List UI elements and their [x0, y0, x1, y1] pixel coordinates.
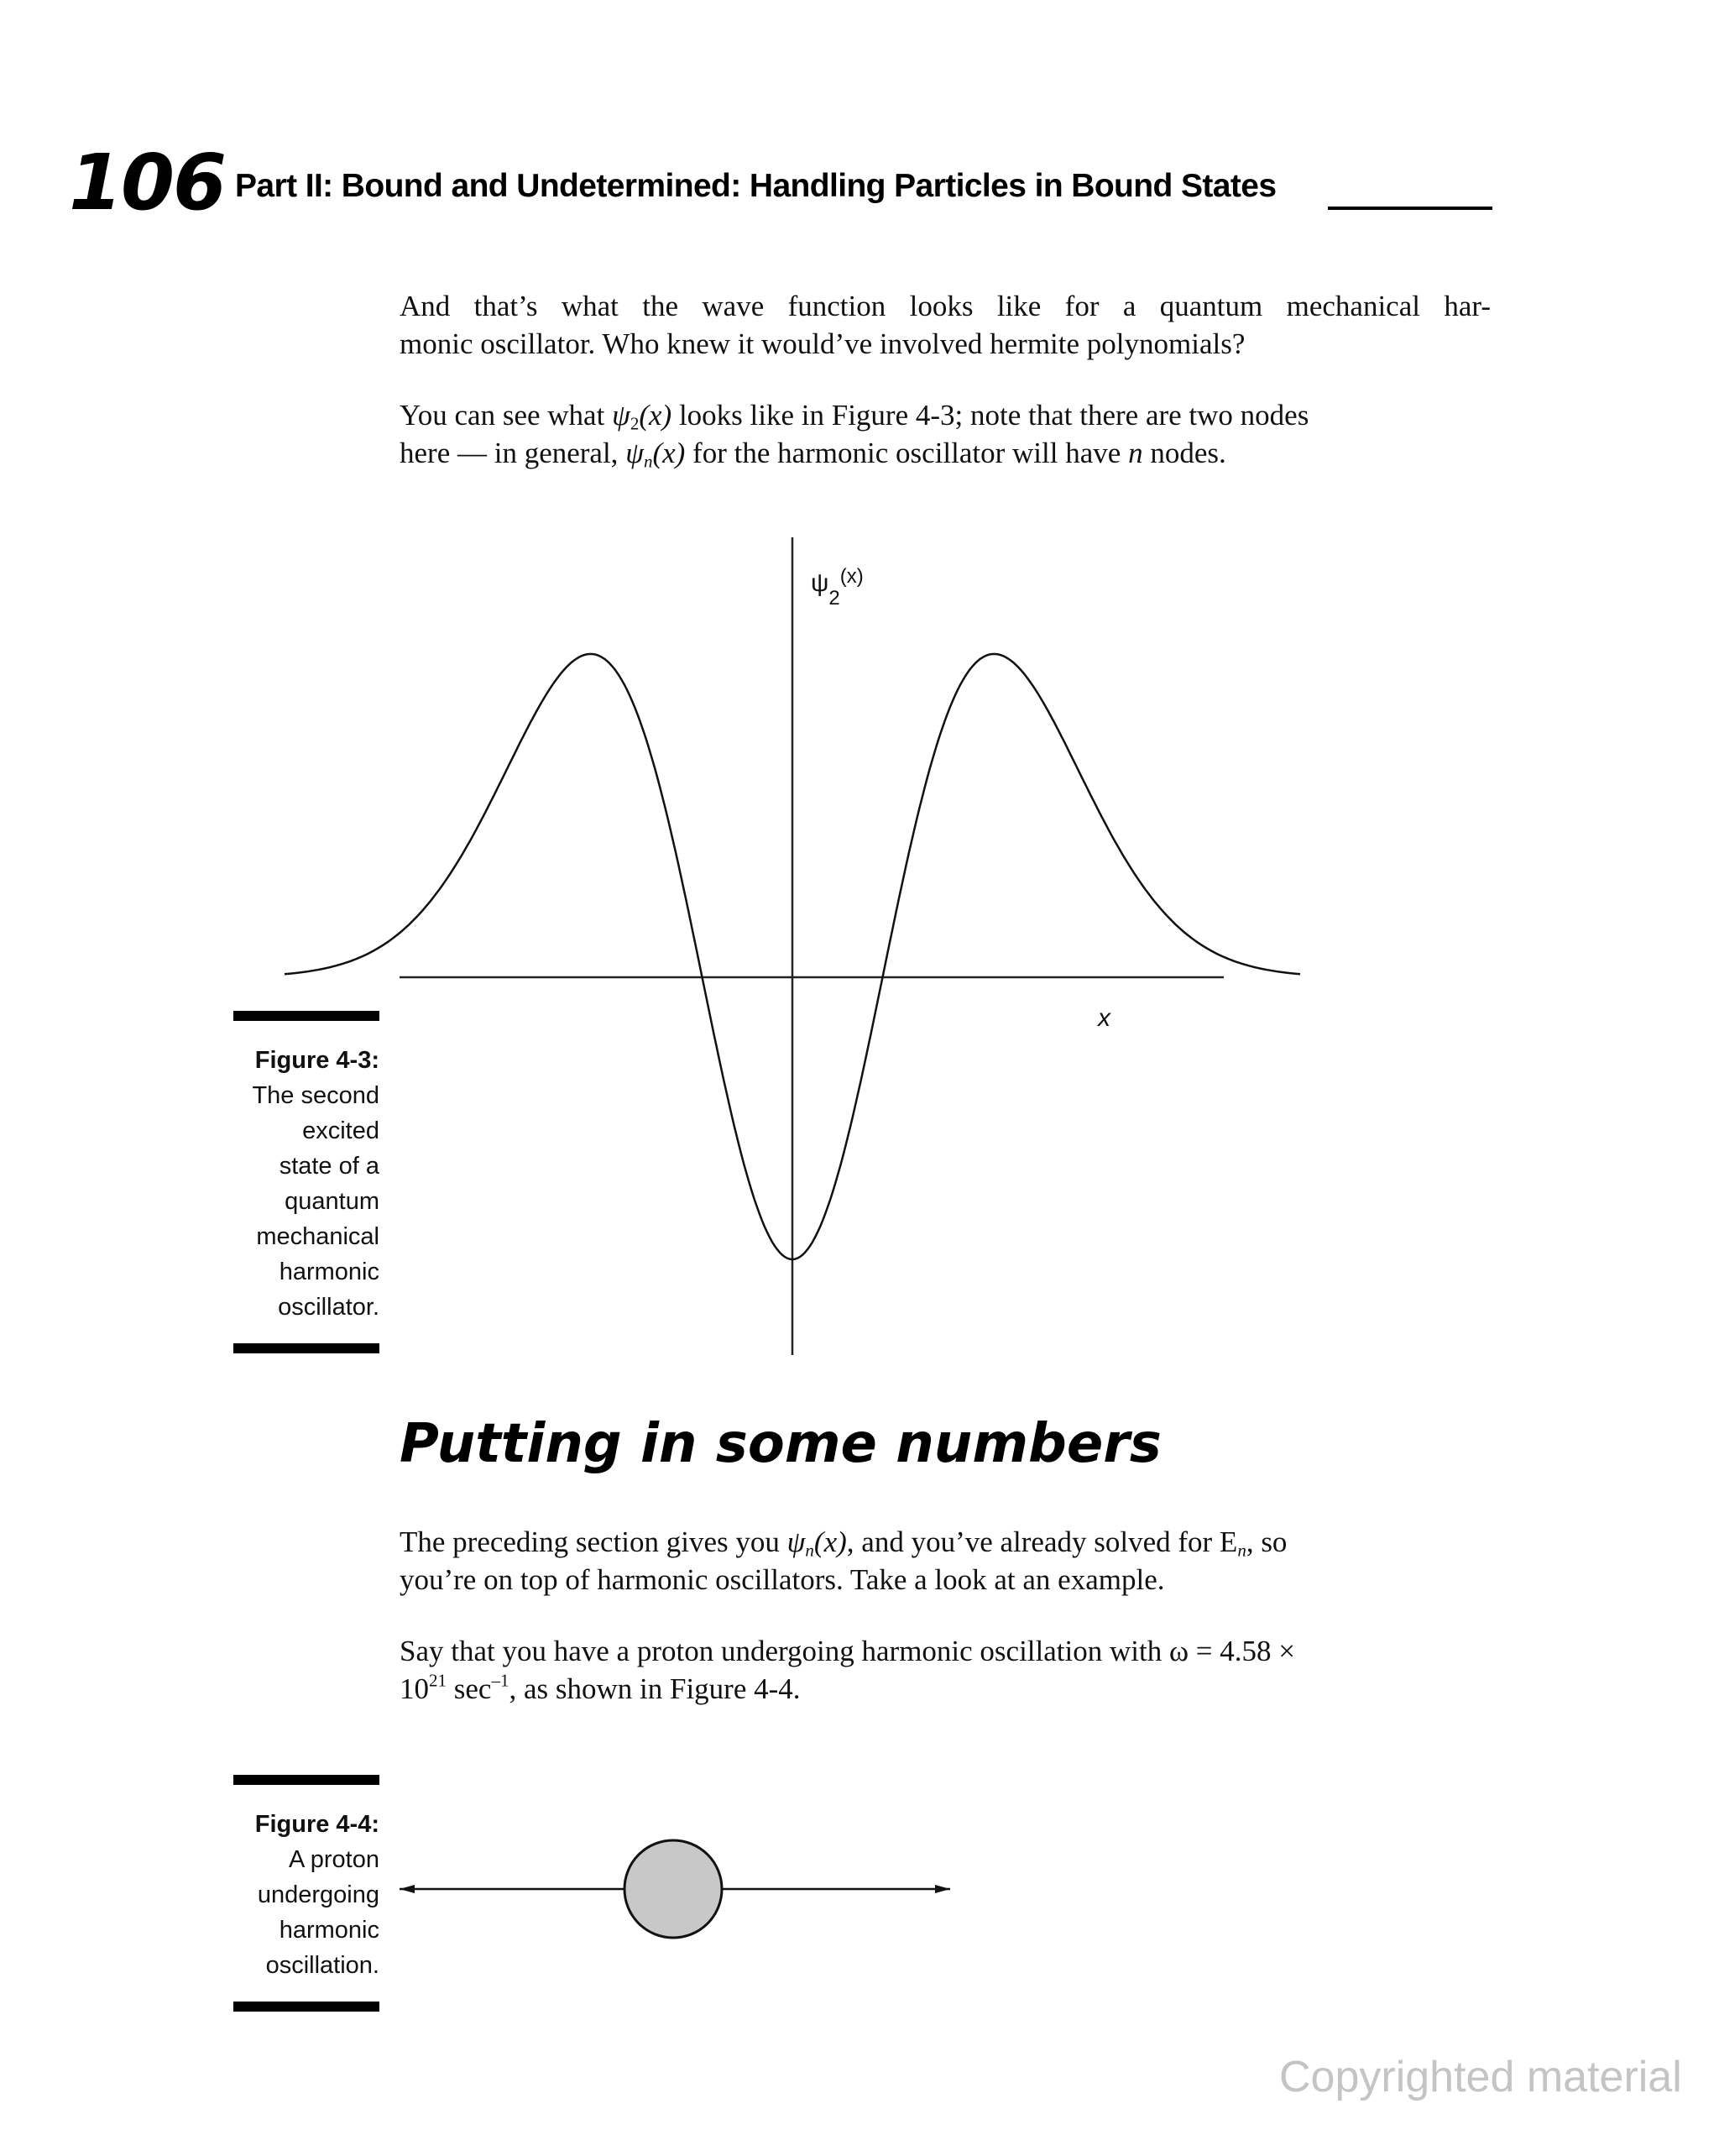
caption-line: A proton	[288, 1846, 379, 1873]
psi-symbol: ψ	[612, 399, 630, 432]
caption-line: The second	[252, 1082, 379, 1109]
figure-4-3-top-rule	[233, 1011, 379, 1021]
copyright-watermark: Copyrighted material	[1279, 2053, 1682, 2101]
caption-line: undergoing	[257, 1881, 379, 1908]
figure-4-4-top-rule	[233, 1775, 379, 1785]
paragraph-2-line-1: You can see what $\psi_2(x)$ looks like in Figure 4-3; note that there are two nodes	[400, 399, 1309, 434]
psi-symbol: ψ	[625, 437, 644, 469]
figure-4-3-caption	[186, 1043, 379, 1325]
caption-line: mechanical	[256, 1223, 379, 1250]
caption-line: harmonic	[279, 1259, 379, 1285]
caption-line: harmonic	[279, 1917, 379, 1944]
figure-4-4-bottom-rule	[233, 2002, 379, 2012]
caption-line: oscillation.	[265, 1952, 379, 1979]
paragraph-4	[400, 1632, 1491, 1708]
proton-circle	[624, 1840, 722, 1938]
caption-line: quantum	[285, 1188, 379, 1215]
paragraph-3-line-2: you’re on top of harmonic oscillators. Take a look at an example.	[400, 1563, 1165, 1596]
paragraph-4-line-2: $10^{21}$ $\sec^{-1}$, as shown in Figure 4-4.	[400, 1670, 801, 1705]
figure-4-3-bottom-rule	[233, 1343, 379, 1353]
running-head: Part II: Bound and Undetermined: Handling Particles in Bound States	[235, 168, 1277, 204]
x-axis-label: x	[1098, 1004, 1110, 1032]
page-number: 106	[69, 138, 226, 228]
caption-line: excited	[302, 1117, 379, 1144]
figure-4-4-caption	[186, 1807, 379, 1983]
paragraph-2-line-2: here — in general, $\psi_n(x)$ for the harmonic oscillator will have n nodes.	[400, 437, 1226, 472]
psi-symbol: ψ	[786, 1525, 806, 1558]
section-heading: Putting in some numbers	[400, 1413, 1162, 1475]
paragraph-3-line-1: The preceding section gives you $\psi_n(x)$, and you’ve already solved for $E_n$, so	[400, 1525, 1288, 1561]
paragraph-1-line-1: And that’s what the wave function looks like for a quantum mechanical har-	[400, 290, 1491, 322]
paragraph-4-line-1: Say that you have a proton undergoing harmonic oscillation with ω = 4.58 ×	[400, 1635, 1295, 1667]
y-axis-label: $\psi_2^{(x)}$	[811, 565, 864, 610]
paragraph-3	[400, 1523, 1491, 1599]
paragraph-1-line-2: monic oscillator. Who knew it would’ve involved hermite polynomials?	[400, 327, 1246, 360]
figure-4-4-label: Figure 4-4:	[254, 1811, 379, 1838]
caption-line: oscillator.	[278, 1294, 379, 1321]
figure-4-3-label: Figure 4-3:	[254, 1047, 379, 1074]
caption-line: state of a	[279, 1153, 379, 1180]
